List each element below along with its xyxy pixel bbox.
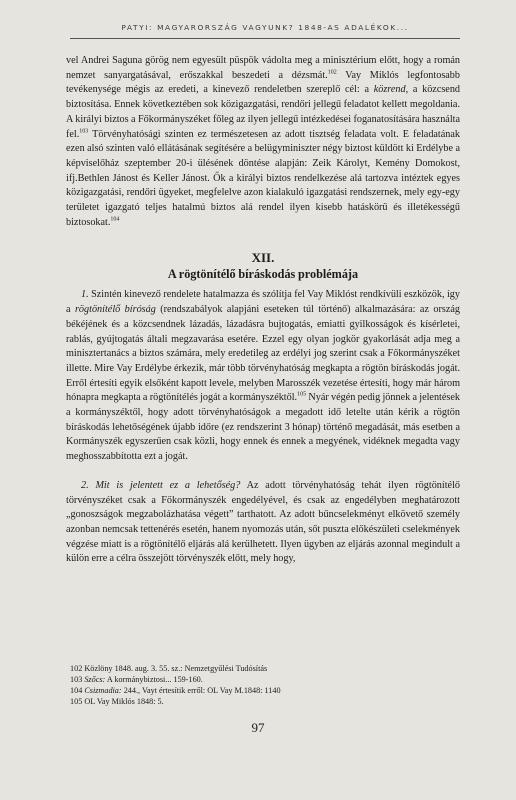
footnote-ref[interactable]: 105 bbox=[297, 391, 307, 398]
footnote: 104 Csizmadia: 244., Vayt értesítik erről: OL Vay M.1848: 1140 bbox=[70, 686, 281, 695]
chapter-number: XII. bbox=[251, 250, 275, 266]
footnote-ref[interactable]: 104 bbox=[110, 216, 120, 223]
footnote-ref[interactable]: 103 bbox=[79, 128, 89, 135]
intro-paragraph: vel Andrei Saguna görög nem egyesült püspök vádolta meg a minisztérium előtt, hogy a román nemzet sanyargatásával, erőszakkal beszedeti a dézsmát.$^{102}$ Vay Miklós legfontosabb tevékenysége mégis az eredeti, a kinevező rendeletben szereplő cél: a közrend, a közcsend biztosítása. Ennek következtében sok közigazgatási, rendőri jellegű feladatot kellett megoldania. A királyi biztos a Főkormányszéket főleg az ilyen jellegű intézkedései foganatosítására használta fel.$^{103}$ Törvényhatósági szinten ez természetesen az adott tisztség feladata volt. E feladatának ezen alsó szinten való ellátásának segítésére a belügyminiszter négy biztost küldött ki Erdélybe a képviselőház szeptember 20-i ülésének döntése alapján: Zeik Károlyt, Kemény Domokost, ifj.Bethlen Jánost és Keller Jánost. Ők a királyi biztos rendelkezése alá tartozva intéztek egyes közigazgatási, rendőri ügyeket, megfelelve azon kialakuló igazgatási rendszernek, mely egy-egy területet igazgató teljes hatalmú biztos alá rendel ilyen kisebb hatáskörű és illetékességű biztosokat.$^{104}$ bbox=[66, 55, 461, 228]
footnote-ref[interactable]: 102 bbox=[327, 69, 337, 76]
running-header: PATYI: MAGYARORSZÁG VAGYUNK? 1848-AS ADALÉKOK... bbox=[70, 18, 460, 39]
chapter-heading bbox=[66, 250, 460, 282]
footnote: 102 Közlöny 1848. aug. 3. 55. sz.: Nemzetgyűlési Tudósítás bbox=[70, 664, 268, 673]
section-1-paragraph: 1. Szintén kinevező rendelete hatalmazza és szólítja fel Vay Miklóst rendkívüli eszközök, így a rögtönítélő bíróság (rendszabályok alapjáni eseteken túl történő) alkalmazására: az ország békéjének és a közcsendnek lázadás, lázadásra bujtogatás, emiatti gyilkosságok és kísérletei, rablás, gyújtogatás általi megzavarása esetére. Ezzel egy olyan jogkör gyakorlását adja meg a minisztertanács a biztos számára, mely eredetileg az erdélyi jog szerint csak a Főkormányszéket illette. Mire Vay Erdélybe érkezik, már több törvényhatóság megkapta a rögtön bíráskodás jogát. Erről értesíti egyik elsőként kapott levele, melyben Marosszék vezetése értesíti, hogy már három hónapra megkapta a rögtönítélés jogát a kormányszéktől.$^{105}$ Nyár végén pedig jönnek a jelentések a kormányszéktől, hogy adott törvényhatóságok a megadott idő letelte után kérik a rögtön bíráskodás lehetőségének újabb időre (ez rendszerint 3 hónap) történő megadását, más esetben a Kormányszék egyszerűen csak közli, hogy ennek és ennek a megyének, vidéknek megadta vagy meghosszabbította ezt a jogát. bbox=[66, 289, 460, 463]
body-text bbox=[66, 54, 460, 567]
footnote: 105 OL Vay Miklós 1848: 5. bbox=[70, 697, 164, 706]
page-number: 97 bbox=[251, 720, 265, 735]
footnote: 103 Szőcs: A kormánybiztosi... 159-160. bbox=[70, 675, 203, 684]
chapter-title: A rögtönítélő bíráskodás problémája bbox=[167, 267, 359, 282]
section-2-paragraph: 2. Mit is jelentett ez a lehetőség? Az adott törvényhatóság tehát ilyen rögtönítélő törvényszéket csak a Főkormányszék engedélyével, és csak az engedélyben meghatározott „gonoszságok megzabolázhatása végett” tarthatott. Az adott bűncselekményt elkövető személy azonban nemcsak tettenérés esetén, hanem nyomozás után, sőt puszta előkészületi cselekmények végzése miatt is a rögtönítélő eljárás alá kerülhetett. Ilyen ügyben az eljárás azonnal megindult a külön erre a célra összejött törvényszék előtt, mely hogy, bbox=[66, 479, 460, 565]
footnotes bbox=[70, 663, 450, 707]
